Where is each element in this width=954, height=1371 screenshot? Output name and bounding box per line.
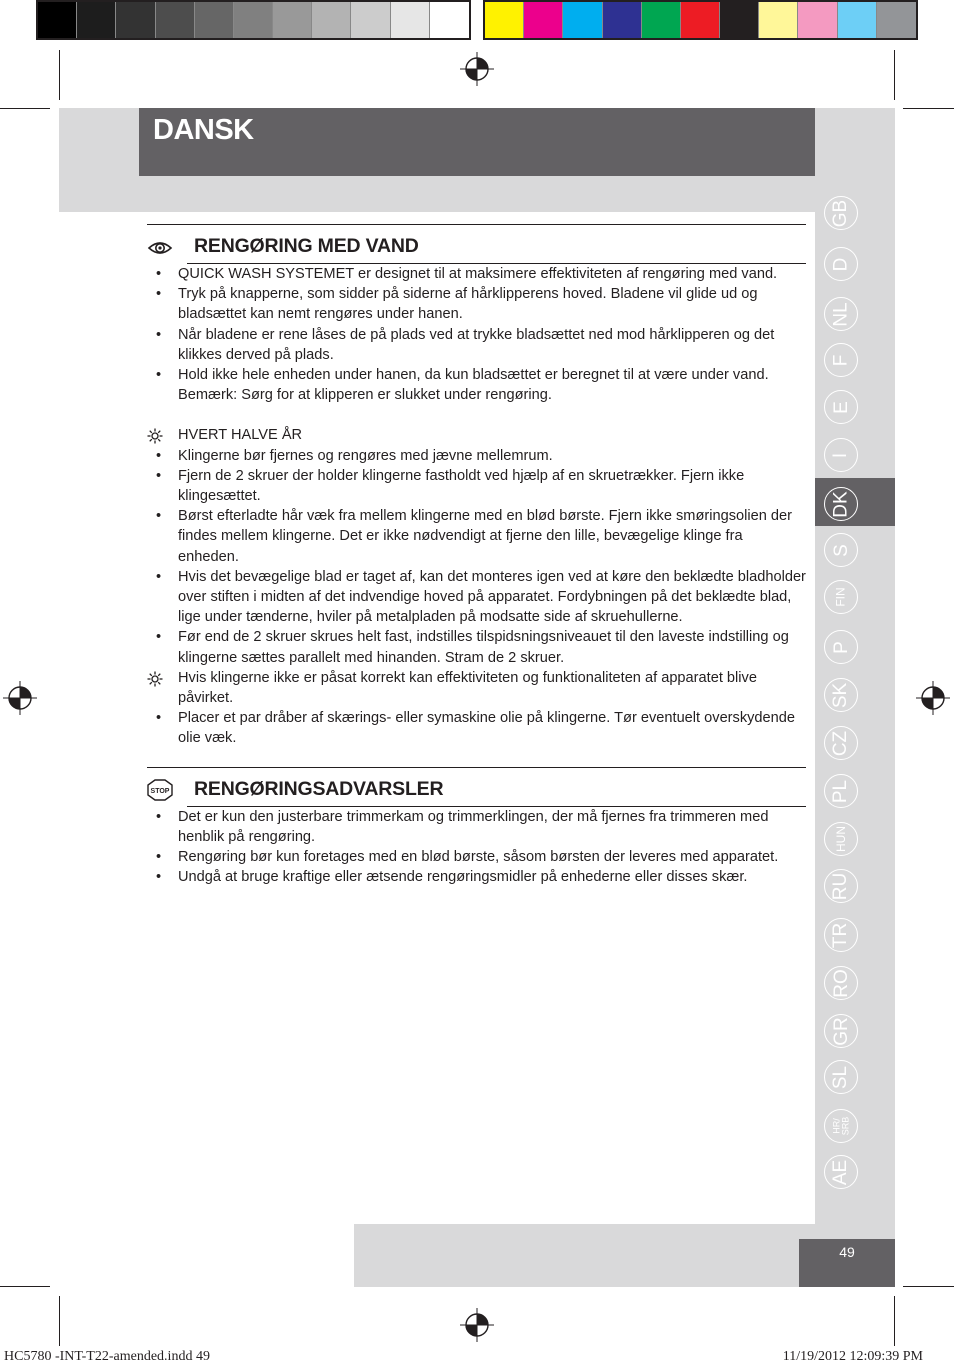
language-code: TR <box>830 922 852 948</box>
spacer <box>147 749 806 767</box>
crop-mark <box>903 108 954 109</box>
page-number-box <box>799 1239 895 1287</box>
language-tab-tr[interactable] <box>824 918 858 952</box>
list-item-text: Bemærk: Sørg for at klipperen er slukket under rengøring. <box>178 387 552 404</box>
sun-icon <box>147 671 163 687</box>
section-heading: RENGØRING MED VAND <box>194 235 419 257</box>
language-code: DK <box>830 490 852 518</box>
bullet: • <box>156 710 162 727</box>
list-item <box>147 506 806 567</box>
footer-timestamp: 11/19/2012 12:09:39 PM <box>782 1349 923 1364</box>
color-swatch <box>273 2 312 38</box>
list-item <box>147 627 806 667</box>
registration-mark-icon <box>916 681 950 715</box>
svg-text:STOP: STOP <box>150 787 170 795</box>
list-item <box>147 708 806 748</box>
footer-file-info: HC5780 -INT-T22-amended.indd 49 <box>4 1349 210 1364</box>
color-swatch <box>195 2 234 38</box>
list-item-text: Tryk på knapperne, som sidder på siderne af hårklipperens hoved. Bladene vil glide ud og bladsættet kan nemt rengøres under hanen. <box>178 286 758 323</box>
language-tab-fin[interactable] <box>824 580 858 614</box>
language-tab-pl[interactable] <box>824 774 858 808</box>
bullet: • <box>156 266 162 282</box>
list-item <box>147 466 806 506</box>
bullet: • <box>156 808 162 825</box>
language-tab-nl[interactable] <box>824 297 858 331</box>
color-swatch <box>38 2 77 38</box>
color-swatch <box>234 2 273 38</box>
instruction-list <box>147 425 806 748</box>
instruction-list <box>147 264 806 405</box>
list-item-text: HVERT HALVE ÅR <box>178 427 303 444</box>
registration-mark-icon <box>460 1308 494 1342</box>
bullet: • <box>156 367 162 384</box>
language-tab-sl[interactable] <box>824 1060 858 1094</box>
crop-mark <box>59 50 60 100</box>
language-tab-s[interactable] <box>824 533 858 567</box>
language-code: GB <box>830 199 852 227</box>
bullet: • <box>156 467 162 484</box>
color-swatch <box>116 2 155 38</box>
language-code: CZ <box>830 730 852 756</box>
color-swatch <box>351 2 390 38</box>
language-code: HUN <box>834 826 848 852</box>
bullet: • <box>156 629 162 646</box>
registration-mark-icon <box>460 52 494 86</box>
language-code: SK <box>830 682 852 708</box>
list-item <box>147 867 806 887</box>
list-item <box>147 365 806 385</box>
section-heading: RENGØRINGSADVARSLER <box>194 777 444 800</box>
language-code: D <box>830 257 852 271</box>
bullet: • <box>156 568 162 585</box>
color-swatch <box>77 2 116 38</box>
list-item <box>147 668 806 708</box>
stop-icon <box>147 779 173 801</box>
color-swatch <box>563 2 602 38</box>
language-code: RU <box>830 872 852 900</box>
title-box <box>139 108 815 176</box>
list-item-text: Hold ikke hele enheden under hanen, da kun bladsættet er beregnet til at være under vand. <box>178 367 769 384</box>
language-tab-e[interactable] <box>824 390 858 424</box>
bullet: • <box>156 286 162 303</box>
crop-mark <box>59 1296 60 1346</box>
list-item-text: Klingerne bør fjernes og rengøres med jævne mellemrum. <box>178 447 553 464</box>
list-item-text: Hvis klingerne ikke er påsat korrekt kan effektiviteten og funktionaliteten af apparatet blive påvirket. <box>178 669 757 707</box>
crop-mark <box>894 50 895 100</box>
language-tab-hun[interactable] <box>824 822 858 856</box>
color-swatch <box>603 2 642 38</box>
list-item <box>147 325 806 365</box>
eye-icon <box>147 237 173 259</box>
language-tab-hr-srb[interactable] <box>824 1109 858 1143</box>
language-tab-sk[interactable] <box>824 678 858 712</box>
crop-mark <box>903 1286 954 1287</box>
color-swatch <box>524 2 563 38</box>
list-item-text: Placer et par dråber af skærings- eller symaskine olie på klingerne. Tør eventuelt overskydende olie væk. <box>178 710 796 747</box>
list-item-text: Det er kun den justerbare trimmerkam og trimmerklingen, der må fjernes fra trimmeren med henblik på rengøring. <box>178 808 769 845</box>
color-swatch <box>838 2 877 38</box>
language-tab-d[interactable] <box>824 247 858 281</box>
language-code: HR/ SRB <box>830 1116 850 1136</box>
language-tab-gr[interactable] <box>824 1014 858 1048</box>
bullet: • <box>156 447 162 464</box>
color-swatch <box>642 2 681 38</box>
color-swatch <box>156 2 195 38</box>
crop-mark <box>0 1286 50 1287</box>
list-item <box>147 284 806 324</box>
language-tab-ae[interactable] <box>824 1155 858 1189</box>
list-item-text: QUICK WASH SYSTEMET er designet til at maksimere effektiviteten af rengøring med vand. <box>178 266 778 282</box>
color-swatch <box>798 2 837 38</box>
list-item-text: Rengøring bør kun foretages med en blød børste, såsom børsten der leveres med apparatet. <box>178 849 779 866</box>
language-tab-ru[interactable] <box>824 869 858 903</box>
language-tab-ro[interactable] <box>824 966 858 1000</box>
page-title: DANSK <box>153 114 254 146</box>
list-item <box>147 807 806 847</box>
language-code: RO <box>830 968 852 998</box>
color-swatch <box>720 2 759 38</box>
section-header <box>147 224 806 263</box>
process-color-bar <box>483 0 918 40</box>
color-swatch <box>430 2 469 38</box>
list-item-text: Fjern de 2 skruer der holder klingerne fastholdt ved hjælp af en skruetrækker. Fjern ikke klingesættet. <box>178 467 745 505</box>
language-tab-cz[interactable] <box>824 726 858 760</box>
list-item <box>147 446 806 466</box>
language-code: F <box>830 354 852 366</box>
spacer <box>147 405 806 425</box>
language-code: PL <box>830 779 852 803</box>
language-code: S <box>830 543 852 557</box>
list-item-text: Hvis det bevægelige blad er taget af, kan det monteres igen ved at køre den beklædte bladholder over stiften i midten af det indvendige hoved på apparatet. Fordybningen på det beklædte blad, lige under tænderne, hviler på metalpladen på modsatte side af skruehullerne. <box>178 568 806 626</box>
list-item-text: Undgå at bruge kraftige eller ætsende rengøringsmidler på enhederne eller disses skær. <box>178 869 748 886</box>
color-swatch <box>391 2 430 38</box>
main-content <box>147 224 806 887</box>
color-swatch <box>485 2 524 38</box>
section-header <box>147 767 806 806</box>
bullet: • <box>156 508 162 525</box>
warning-list <box>147 807 806 888</box>
grayscale-color-bar <box>36 0 471 40</box>
crop-mark <box>0 108 50 109</box>
language-code: SL <box>830 1065 852 1089</box>
color-swatch <box>759 2 798 38</box>
list-item-text: Når bladene er rene låses de på plads ved at trykke bladsættet ned mod hårklipperen og det klikkes derved på plads. <box>178 326 775 363</box>
sun-icon <box>147 428 163 444</box>
list-item <box>147 847 806 867</box>
bullet: • <box>156 326 162 343</box>
language-tab-f[interactable] <box>824 343 858 377</box>
language-code: I <box>830 452 852 458</box>
list-item <box>147 567 806 628</box>
language-code: FIN <box>834 587 848 607</box>
language-tab-dk[interactable] <box>824 487 858 521</box>
list-item <box>147 385 806 405</box>
language-code: NL <box>830 301 852 327</box>
list-item <box>147 425 806 445</box>
bullet: • <box>156 869 162 886</box>
language-code: E <box>830 400 852 414</box>
color-swatch <box>681 2 720 38</box>
color-swatch <box>877 2 916 38</box>
list-item <box>147 264 806 284</box>
registration-mark-icon <box>3 681 37 715</box>
language-code: P <box>830 640 852 654</box>
crop-mark <box>894 1296 895 1346</box>
color-swatch <box>312 2 351 38</box>
language-code: GR <box>830 1016 852 1046</box>
language-tab-gb[interactable] <box>824 196 858 230</box>
language-tab-p[interactable] <box>824 630 858 664</box>
language-tab-i[interactable] <box>824 438 858 472</box>
list-item-text: Før end de 2 skruer skrues helt fast, indstilles tilspidsningsniveauet til den laveste indstilling og klingerne sættes parallelt med hinanden. Stram de 2 skruer. <box>178 629 789 666</box>
language-code: AE <box>830 1159 852 1185</box>
bullet: • <box>156 849 162 866</box>
list-item-text: Børst efterladte hår væk fra mellem klingerne med en blød børste. Fjern ikke smøringsolien der findes mellem klingerne. Det er ikke nødvendigt at fjerne den lille, bevægelige klinge fra enheden. <box>178 508 792 565</box>
page-number: 49 <box>839 1244 855 1260</box>
